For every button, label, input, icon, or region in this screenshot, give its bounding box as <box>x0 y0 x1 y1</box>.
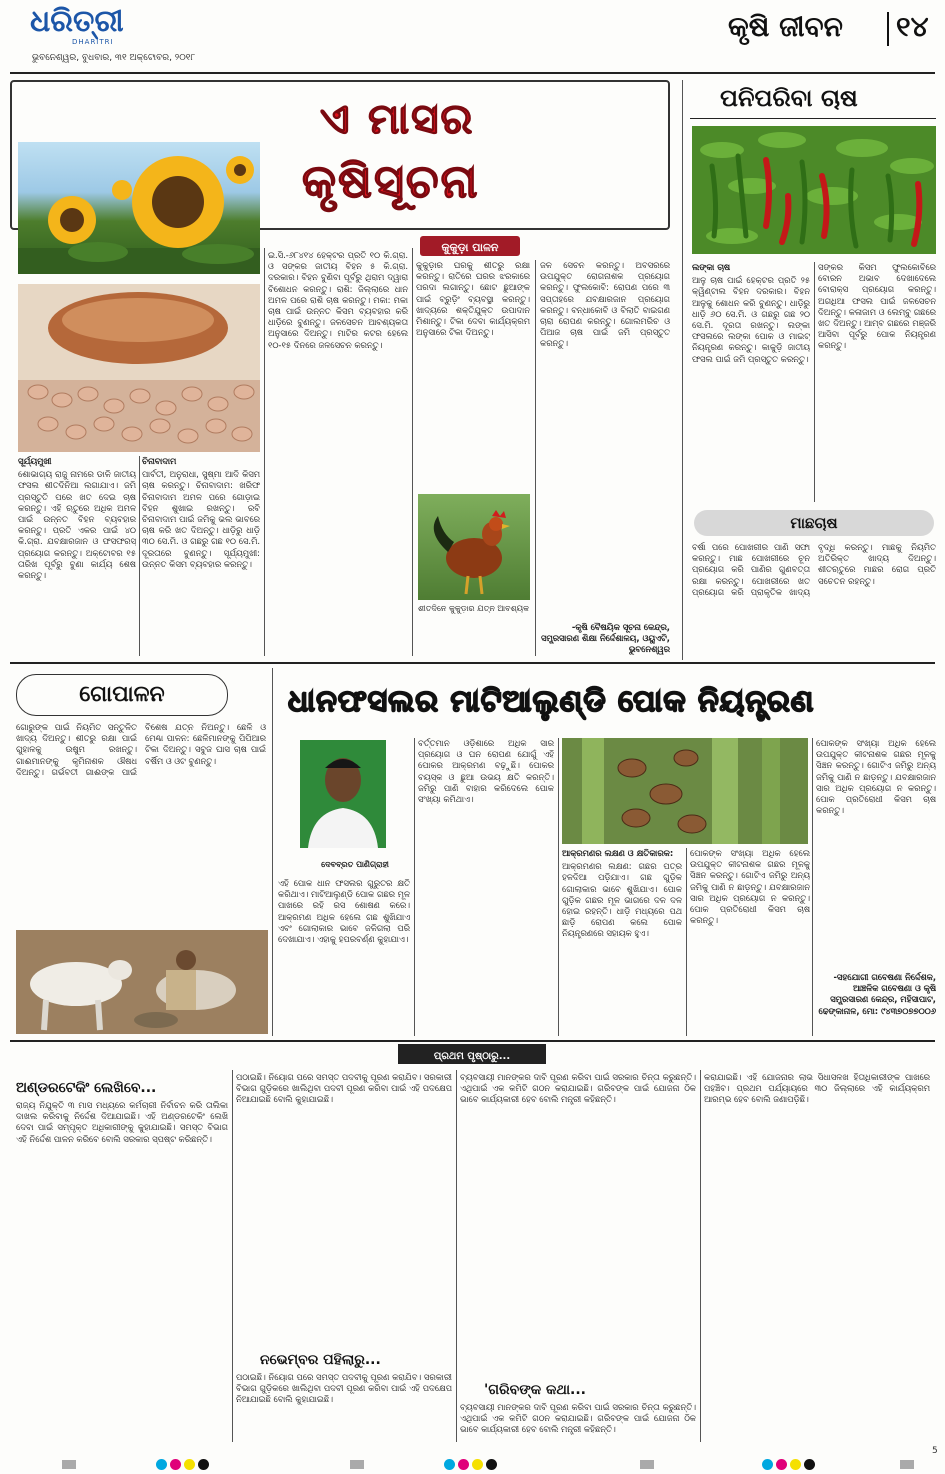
vegetable-column-2 <box>818 262 936 502</box>
cyan-mark <box>762 1459 773 1470</box>
brown-planthopper-image <box>562 738 808 844</box>
section-rule <box>10 662 935 664</box>
author-portrait <box>300 740 386 848</box>
rooster-illustration <box>418 494 530 600</box>
image-caption-groundnut: ଚିନାବାଦାମ <box>142 456 177 466</box>
cattle-column <box>16 722 266 926</box>
vegetable-column-1 <box>692 262 810 502</box>
pest-col4-text: ପୋକଙ୍କ ସଂଖ୍ୟା ଅଧିକ ହେଲେ ଉପଯୁକ୍ତ କୀଟନାଶକ ଗଛର ମୂଳକୁ ସିଞ୍ଚନ କରନ୍ତୁ। ଗୋଟିଏ ଜମିରୁ ଅନ୍ୟ ଜମିକୁ ପାଣି ନ ଛାଡ଼ନ୍ତୁ। ଯବକ୍ଷାରଜାନ ସାର ଅଧିକ ପ୍ରୟୋଗ ନ କରନ୍ତୁ। ପୋକ ପ୍ରତିରୋଧୀ କିସମ ଚାଷ କରନ୍ତୁ। <box>690 848 810 926</box>
lead-column-3 <box>268 250 408 656</box>
dateline: ଭୁବନେଶ୍ୱର, ବୁଧବାର, ୩୧ ଅକ୍ଟୋବର, ୨୦୧୮ <box>32 53 196 63</box>
rooster-image <box>418 494 530 600</box>
continued-banner <box>398 1044 546 1064</box>
pest-author-footer: -ସହଯୋଗୀ ଗବେଷଣା ନିର୍ଦ୍ଦେଶକ, ଆଞ୍ଚଳିକ ଗବେଷଣା ଓ କୃଷି ସମ୍ପ୍ରସାରଣ କେନ୍ଦ୍ର, ମହିସାପାଟ, ଢେଙ୍କାନାଳ, ମୋ: ୯୪୩୭୦୭୭୦୦୬ <box>818 972 936 1016</box>
cattle-image <box>16 930 268 1034</box>
chili-image <box>692 126 936 254</box>
sunflower-illustration <box>18 142 260 274</box>
pest-column-4 <box>690 848 810 1034</box>
poultry-caption: ଶୀତଦିନେ କୁକୁଡ଼ାର ଯତ୍ନ ଆବଶ୍ୟକ <box>418 604 530 613</box>
col-rule <box>686 848 687 1036</box>
pest-col2-text: ବର୍ତ୍ତମାନ ଓଡ଼ିଶାରେ ଅଧିକ ସାର ପ୍ରୟୋଗ ଓ ଘନ ରୋପଣ ଯୋଗୁଁ ଏହି ପୋକର ଆକ୍ରମଣ ବଢ଼ୁଛି। ପୋକର ବୟସ୍କ ଓ ଛୁଆ ଉଭୟ କ୍ଷତି କରନ୍ତି। ଜମିରୁ ପାଣି ବାହାର କରିଦେଲେ ପୋକ ସଂଖ୍ୟା କମିଥାଏ। <box>418 738 554 805</box>
col-rule <box>139 456 140 656</box>
col-rule <box>412 248 413 656</box>
lead-column-5 <box>540 260 670 620</box>
cyan-mark <box>156 1459 167 1470</box>
chili-illustration <box>692 126 936 254</box>
yellow-mark <box>472 1459 483 1470</box>
logo-text: ଧରିତ୍ରୀ <box>30 4 124 39</box>
yellow-mark <box>184 1459 195 1470</box>
lower-col2b-text: ପଠାଇଛି। ନିୟୋଗ ପରେ ସମସ୍ତ ପଦବୀକୁ ପୂରଣ କରାଯିବ। ସରକାରୀ ବିଭାଗ ଗୁଡ଼ିକରେ ଖାଲିଥିବା ପଦବୀ ପୂରଣ କରିବା ପାଇଁ ଏହି ପଦକ୍ଷେପ ନିଆଯାଇଛି ବୋଲି କୁହାଯାଇଛି। <box>236 1372 452 1405</box>
vegetable-title: ପନିପରିବା ଚାଷ <box>720 84 858 112</box>
vegetable-col1-text: ଆଳୁ ଚାଷ ପାଇଁ ହେକ୍ଟର ପ୍ରତି ୨୫ କ୍ୱିଣ୍ଟାଲ ବିହନ ଦରକାର। ବିହନ ଆଳୁକୁ ଶୋଧନ କରି ବୁଣନ୍ତୁ। ଧାଡ଼ିରୁ ଧାଡ଼ି ୬୦ ସେ.ମି. ଓ ଗଛରୁ ଗଛ ୨୦ ସେ.ମି. ଦୂରତା ରଖନ୍ତୁ। ଲଙ୍କା ଫସଲରେ ଲଙ୍କା ପୋକ ଓ ମାଇଟ୍ ନିୟନ୍ତ୍ରଣ କରନ୍ତୁ। କାକୁଡ଼ି ଜାତୀୟ ଫସଲ ପାଇଁ ଜମି ପ୍ରସ୍ତୁତ କରନ୍ତୁ। <box>692 275 810 364</box>
col-rule <box>535 260 536 656</box>
cattle-illustration <box>16 930 268 1034</box>
lower-col3-text: ବ୍ୟବସାୟୀ ମାନଙ୍କର ଦାବି ପୂରଣ କରିବା ପାଇଁ ସରକାର ଚିନ୍ତା କରୁଛନ୍ତି। ଏଥିପାଇଁ ଏକ କମିଟି ଗଠନ କରାଯାଇଛି। ଗରିବଙ୍କ ପାଇଁ ଯୋଜନା ଠିକ ଭାବେ କାର୍ଯ୍ୟକାରୀ ହେବ ବୋଲି ମନ୍ତ୍ରୀ କହିଛନ୍ତି। <box>460 1072 696 1105</box>
cattle-text: ଗୋରୁଙ୍କ ପାଇଁ ନିୟମିତ ସନ୍ତୁଳିତ ଖାଦ୍ୟ ଦିଅନ୍ତୁ। ଶୀତରୁ ରକ୍ଷା ପାଇଁ ଗୁହାଳକୁ ଉଷୁମ ରଖନ୍ତୁ। ଗାଈମାନଙ୍କୁ କୃମିନାଶକ ଔଷଧ ଦିଅନ୍ତୁ। ଗର୍ଭବତୀ ଗାଈଙ୍କ ପାଇଁ ବିଶେଷ ଯତ୍ନ ନିଅନ୍ତୁ। ଛେଳି ଓ ମେଣ୍ଢା ପାଳନ: ଛେଳିମାନଙ୍କୁ ପିପିଆର ଟିକା ଦିଅନ୍ତୁ। ସବୁଜ ଘାସ ଚାଷ ପାଇଁ ବର୍ଷିମ ଓ ଓଟ ବୁଣନ୍ତୁ। <box>16 722 266 777</box>
lower-col4-text: କରାଯାଇଛି। ଏହି ଯୋଜନାର ଲାଭ ସିଧାସଳଖ ହିତାଧିକାରୀଙ୍କ ପାଖରେ ପହଞ୍ଚିବ। ପ୍ରଥମ ପର୍ଯ୍ୟାୟରେ ୩୦ ଜିଲ୍ଲାରେ ଏହି କାର୍ଯ୍ୟକ୍ରମ ଆରମ୍ଭ ହେବ ବୋଲି ଜଣାପଡ଼ିଛି। <box>704 1072 930 1105</box>
print-bar <box>900 1460 914 1469</box>
section-title: କୃଷି ଜୀବନ <box>728 10 843 43</box>
groundnut-illustration <box>18 284 260 452</box>
lower-column-1 <box>16 1100 228 1440</box>
poultry-column <box>416 260 530 490</box>
col-rule <box>456 1070 457 1442</box>
col-rule <box>272 668 273 1036</box>
continued-banner-text: ପ୍ରଥମ ପୃଷ୍ଠାରୁ... <box>433 1051 511 1062</box>
fishery-tab <box>694 510 934 536</box>
groundnut-image <box>18 284 260 452</box>
story2-title: ନଭେମ୍ବର ପହିଲାରୁ... <box>260 1352 381 1368</box>
lower-col2-text: ପଠାଇଛି। ନିୟୋଗ ପରେ ସମସ୍ତ ପଦବୀକୁ ପୂରଣ କରାଯିବ। ସରକାରୀ ବିଭାଗ ଗୁଡ଼ିକରେ ଖାଲିଥିବା ପଦବୀ ପୂରଣ କରିବା ପାଇଁ ଏହି ପଦକ୍ଷେପ ନିଆଯାଇଛି ବୋଲି କୁହାଯାଇଛି। <box>236 1072 452 1105</box>
lower-col1-text: ରାଜ୍ୟ ନିଯୁକ୍ତି ୩ ମାସ ମଧ୍ୟରେ କର୍ମଚାରୀ ନିର୍ବାଚନ କରି ତାଲିକା ଦାଖଲ କରିବାକୁ ନିର୍ଦ୍ଦେଶ ଦିଆଯାଇଛି। ଏହି ଅଣ୍ଡରଟେକିଂ ଲେଖି ଦେବା ପାଇଁ ସମ୍ପୃକ୍ତ ଅଧିକାରୀଙ୍କୁ କୁହାଯାଇଛି। ସମସ୍ତ ବିଭାଗ ଏହି ନିର୍ଦ୍ଦେଶ ପାଳନ କରିବେ ବୋଲି ସରକାର ସ୍ପଷ୍ଟ କରିଛନ୍ତି। <box>16 1100 228 1144</box>
black-mark <box>486 1459 497 1470</box>
image-caption-chili: ଲଙ୍କା ଚାଷ <box>692 262 731 272</box>
lead-col5-text: ଜଳ ସେଚନ କରନ୍ତୁ। ଅବସରରେ ଉପଯୁକ୍ତ ରୋଗନାଶକ ପ୍ରୟୋଗ କରନ୍ତୁ। ଫୁଲକୋବି: ରୋପଣ ପରେ ୩ ସପ୍ତାହରେ ଯବକ୍ଷାରଜାନ ପ୍ରୟୋଗ କରନ୍ତୁ। ବନ୍ଧାକୋବି ଓ ବିଲାତି ବାଇଗଣ ଚାରା ରୋପଣ କରନ୍ତୁ। ଗୋଲମରିଚ ଓ ପିଆଜ ଚାଷ ପାଇଁ ଜମି ପ୍ରସ୍ତୁତ କରନ୍ତୁ। <box>540 260 670 349</box>
section-rule <box>10 1040 935 1042</box>
pest-headline: ଧାନଫସଲର ମାଟିଆଲୁଣ୍ଡି ପୋକ ନିୟନ୍ତ୍ରଣ <box>288 684 815 719</box>
col-rule <box>558 738 559 1036</box>
lower-column-2 <box>236 1072 452 1352</box>
author-caption: ଦେବବ୍ରତ ପାଣିଗ୍ରାହୀ <box>321 860 389 869</box>
lead-column-2 <box>142 456 260 656</box>
story1-title: ଅଣ୍ଡରଟେକିଂ ଲେଖିବେ... <box>16 1080 157 1096</box>
yellow-mark <box>790 1459 801 1470</box>
pest-col3-text: ଆକ୍ରମଣର ଲକ୍ଷଣ: ଗଛର ପତ୍ର ହଳଦିଆ ପଡ଼ିଯାଏ। ଗଛ ଗୁଡ଼ିକ ଗୋଲାକାର ଭାବେ ଶୁଖିଯାଏ। ପୋକ ଗୁଡ଼ିକ ଗଛର ମୂଳ ଭାଗରେ ଦଳ ଦଳ ହୋଇ ରହନ୍ତି। ଧାଡ଼ି ମଧ୍ୟରେ ପଥ ଛାଡ଼ି ରୋପଣ କଲେ ପୋକ ନିୟନ୍ତ୍ରଣରେ ସହାୟକ ହୁଏ। <box>562 861 682 939</box>
lead-col3-text: ଇ.ସି.-୬୮୪୧୪ ହେକ୍ଟର ପ୍ରତି ୧୦ କି.ଗ୍ରା. ଓ ସଙ୍କର ଜାତୀୟ ବିହନ ୫ କି.ଗ୍ରା. ଦରକାର। ବିହନ ବୁଣିବା ପୂର୍ବରୁ ଥିରାମ ଦ୍ୱାରା ବିଶୋଧନ କରନ୍ତୁ। ରାଶି: ଜିଲ୍ଲାରେ ଧାନ ଅମଳ ପରେ ରାଶି ଚାଷ କରନ୍ତୁ। ମକା: ମକା ଚାଷ ପାଇଁ ଉନ୍ନତ କିସମ ବ୍ୟବହାର କରି ଧାଡ଼ିରେ ବୁଣନ୍ତୁ। ଜଳସେଚନ ଆବଶ୍ୟକତା ଅନୁସାରେ ଦିଅନ୍ତୁ। ମାଟିର କଟର ହେଲେ ୧୦-୧୫ ଦିନରେ ଜଳସେଚନ କରନ୍ତୁ। <box>268 250 408 350</box>
cattle-title: ଗୋପାଳନ <box>79 682 165 707</box>
sunflower-image <box>18 142 260 274</box>
masthead-divider <box>887 12 889 46</box>
cattle-title-box <box>16 674 228 716</box>
lead-col2-text: ପାର୍ବତୀ, ଅନୁରାଧା, ସୁଷ୍ମା ଆଦି କିସମ ଚାଷ କରନ୍ତୁ। ଚିନାବାଦାମ: ଖରିଫ ଚିନାବାଦାମ ଅମଳ ପରେ ଗୋଡ଼ାଇ ବିହନ ଶୁଖାଇ ରଖନ୍ତୁ। ରବି ଚିନାବାଦାମ ପାଇଁ ଜମିକୁ ଭଲ ଭାବରେ ଚାଷ କରି ଖତ ଦିଅନ୍ତୁ। ଧାଡ଼ିରୁ ଧାଡ଼ି ୩୦ ସେ.ମି. ଓ ଗଛରୁ ଗଛ ୧୦ ସେ.ମି. ଦୂରତାରେ ବୁଣନ୍ତୁ। ସୂର୍ଯ୍ୟମୁଖୀ: ଉନ୍ନତ କିସମ ବ୍ୟବହାର କରନ୍ତୁ। <box>142 469 260 569</box>
col-rule <box>414 738 415 1036</box>
pest-column-1 <box>278 878 410 1034</box>
pest-headline-box <box>278 678 934 726</box>
planthopper-illustration <box>562 738 808 844</box>
registration-marks <box>0 1454 945 1474</box>
print-bar <box>62 1460 76 1469</box>
page-index: 5 <box>932 1446 938 1456</box>
poultry-text: କୁକୁଡ଼ାର ଘରକୁ ଶୀତରୁ ରକ୍ଷା କରନ୍ତୁ। ରାତିରେ ଘରର ଝରକାରେ ପରଦା ଲଗାନ୍ତୁ। ଛୋଟ ଛୁଆଙ୍କ ପାଇଁ ବ୍ରୁଡ଼ିଂ ବ୍ୟବସ୍ଥା କରନ୍ତୁ। ଖାଦ୍ୟରେ ଶକ୍ତିଯୁକ୍ତ ଉପାଦାନ ମିଶାନ୍ତୁ। ଟିକା ଦେବା କାର୍ଯ୍ୟକ୍ରମ ଅନୁସାରେ ଟିକା ଦିଅନ୍ତୁ। <box>416 260 530 338</box>
pest-col1-text: ଏହି ପୋକ ଧାନ ଫସଲର ଗୁରୁତର କ୍ଷତି କରିଥାଏ। ମାଟିଆଲୁଣ୍ଡି ପୋକ ଗଛର ମୂଳ ପାଖରେ ରହି ରସ ଶୋଷଣ କରେ। ଆକ୍ରମଣ ଅଧିକ ହେଲେ ଗଛ ଶୁଖିଯାଏ ଏବଂ ଗୋଲାକାର ଭାବେ ଜଳିଗଲା ପରି ଦେଖାଯାଏ। ଏହାକୁ ହପରବର୍ଣ୍ଣ କୁହାଯାଏ। <box>278 878 410 945</box>
lead-footer: -କୃଷି ବୈଷୟିକ ସୂଚନା କେନ୍ଦ୍ର, ସମ୍ପ୍ରସାରଣ ଶିକ୍ଷା ନିର୍ଦ୍ଦେଶାଳୟ, ଓୟୁଏଟି, ଭୁବନେଶ୍ୱର <box>540 622 670 655</box>
author-photo <box>300 740 386 848</box>
masthead-rule <box>10 72 935 74</box>
cyan-mark <box>444 1459 455 1470</box>
vegetable-col2-text: ସଙ୍କର କିସମ ଫୁଲକୋବିରେ ବୋରନ ଅଭାବ ଦେଖାଦେଲେ ବୋରାକ୍ସ ପ୍ରୟୋଗ କରନ୍ତୁ। ଅଗଧିଆ ଫସଲ ପାଇଁ ଜଳସେଚନ ଦିଅନ୍ତୁ। କଳାଜାମ ଓ ଲେମ୍ବୁ ଗଛରେ ଖତ ଦିଅନ୍ତୁ। ଆମ୍ବ ଗଛରେ ମଞ୍ଜରି ଆସିବା ପୂର୍ବରୁ ପୋକ ନିୟନ୍ତ୍ରଣ କରନ୍ତୁ। <box>818 262 936 351</box>
magenta-mark <box>458 1459 469 1470</box>
col-rule <box>682 80 683 660</box>
image-caption-sunflower: ସୂର୍ଯ୍ୟମୁଖୀ <box>18 456 52 466</box>
col-rule <box>264 248 265 656</box>
fishery-title: ମାଛଚାଷ <box>790 514 838 532</box>
lower-column-4 <box>704 1072 930 1442</box>
pest-column-5 <box>816 738 936 968</box>
col-rule <box>812 738 813 1036</box>
vegetable-title-rule <box>690 118 936 119</box>
black-mark <box>804 1459 815 1470</box>
masthead <box>0 0 945 72</box>
lower-column-2b <box>236 1372 452 1440</box>
page-number: ୧୪ <box>896 10 929 43</box>
lead-column-1 <box>18 456 136 656</box>
poultry-subhead <box>420 236 520 256</box>
print-bar <box>350 1460 364 1469</box>
fishery-column <box>692 542 936 656</box>
poultry-subhead-text: କୁକୁଡ଼ା ପାଳନ <box>441 241 499 254</box>
print-bar <box>640 1460 654 1469</box>
col-rule <box>814 262 815 502</box>
lead-col1-text: ଶୋଭାଗ୍ୟ ରାଜୁ ନାମରେ ଡାଳି ଜାତୀୟ ଫସଲ ଶୀତଦିନିଆ ଲଗାଯାଏ। ଜମି ପ୍ରସ୍ତୁତି ପରେ ଖତ ଦେଇ ଚାଷ କରନ୍ତୁ। ଏହି ଋତୁରେ ଅଧିକ ଅମଳ ପାଇଁ ଉନ୍ନତ ବିହନ ବ୍ୟବହାର କରନ୍ତୁ। ପ୍ରତି ଏକର ପାଇଁ ୪୦ କି.ଗ୍ରା. ଯବକ୍ଷାରଜାନ ଓ ଫସଫରସ୍ ପ୍ରୟୋଗ କରନ୍ତୁ। ଅକ୍ଟୋବର ୧୫ ତାରିଖ ପୂର୍ବରୁ ବୁଣା କାର୍ଯ୍ୟ ଶେଷ କରନ୍ତୁ। <box>18 469 136 581</box>
lower-column-3 <box>460 1072 696 1372</box>
lead-headline-line1: ଏ ମାସର <box>320 94 475 143</box>
lead-headline-line2: କୃଷିସୂଚନା <box>302 154 480 208</box>
lower-col3b-text: ବ୍ୟବସାୟୀ ମାନଙ୍କର ଦାବି ପୂରଣ କରିବା ପାଇଁ ସରକାର ଚିନ୍ତା କରୁଛନ୍ତି। ଏଥିପାଇଁ ଏକ କମିଟି ଗଠନ କରାଯାଇଛି। ଗରିବଙ୍କ ପାଇଁ ଯୋଜନା ଠିକ ଭାବେ କାର୍ଯ୍ୟକାରୀ ହେବ ବୋଲି ମନ୍ତ୍ରୀ କହିଛନ୍ତି। <box>460 1402 696 1435</box>
black-mark <box>198 1459 209 1470</box>
col-rule <box>232 1070 233 1442</box>
lower-column-3b <box>460 1402 696 1442</box>
pest-col5-text: ପୋକଙ୍କ ସଂଖ୍ୟା ଅଧିକ ହେଲେ ଉପଯୁକ୍ତ କୀଟନାଶକ ଗଛର ମୂଳକୁ ସିଞ୍ଚନ କରନ୍ତୁ। ଗୋଟିଏ ଜମିରୁ ଅନ୍ୟ ଜମିକୁ ପାଣି ନ ଛାଡ଼ନ୍ତୁ। ଯବକ୍ଷାରଜାନ ସାର ଅଧିକ ପ୍ରୟୋଗ ନ କରନ୍ତୁ। ପୋକ ପ୍ରତିରୋଧୀ କିସମ ଚାଷ କରନ୍ତୁ। <box>816 738 936 816</box>
dharitri-logo <box>30 4 150 48</box>
logo-sub: DHARITRI <box>72 38 114 46</box>
pest-subhead: ଆକ୍ରମଣର ଲକ୍ଷଣ ଓ କ୍ଷତିକାରକ: <box>562 848 674 858</box>
fishery-text: ବର୍ଷା ପରେ ପୋଖରୀର ପାଣି ସଫା କରନ୍ତୁ। ମାଛ ପୋଖରୀରେ ଚୂନ ପ୍ରୟୋଗ କରି ପାଣିର ଗୁଣବତ୍ତା ରକ୍ଷା କରନ୍ତୁ। ପୋଖରୀରେ ଖତ ପ୍ରୟୋଗ କରି ପ୍ରାକୃତିକ ଖାଦ୍ୟ ବୃଦ୍ଧି କରନ୍ତୁ। ମାଛକୁ ନିୟମିତ ଅତିରିକ୍ତ ଖାଦ୍ୟ ଦିଅନ୍ତୁ। ଶୀତଋତୁରେ ମାଛର ରୋଗ ପ୍ରତି ସଚେତନ ରହନ୍ତୁ। <box>692 542 936 597</box>
magenta-mark <box>170 1459 181 1470</box>
magenta-mark <box>776 1459 787 1470</box>
pest-column-2 <box>418 738 554 1034</box>
story3-title: 'ଗରିବଙ୍କ କଥା... <box>484 1382 586 1398</box>
pest-column-3 <box>562 848 682 1034</box>
col-rule <box>700 1070 701 1442</box>
